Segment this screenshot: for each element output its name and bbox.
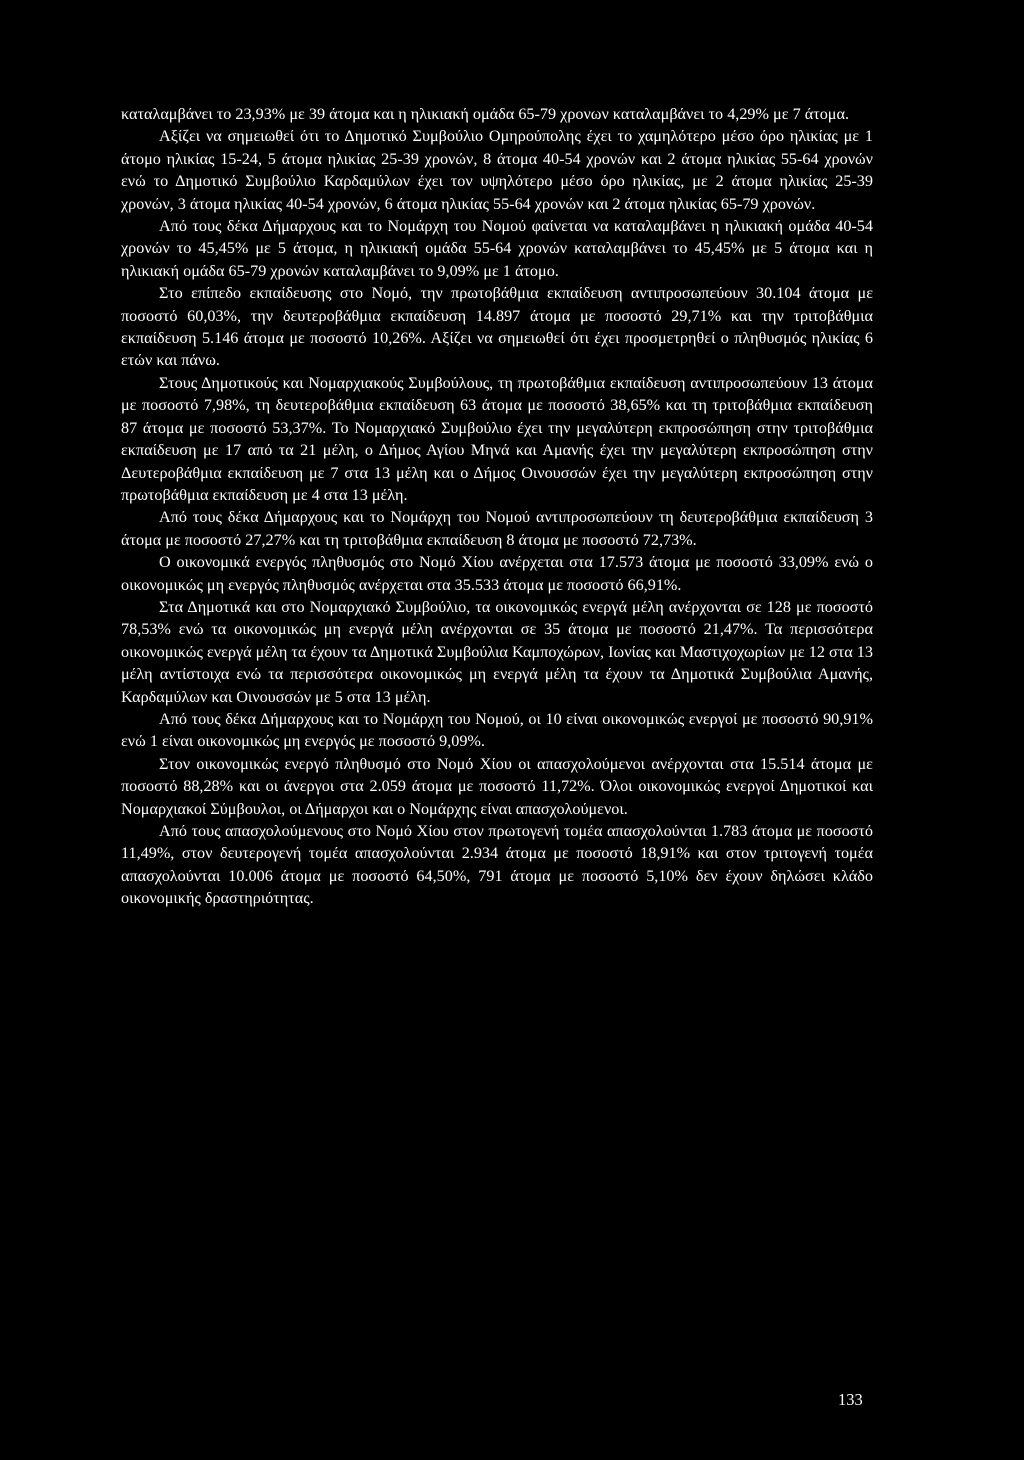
- paragraph-6: Από τους δέκα Δήμαρχους και το Νομάρχη του Νομού αντιπροσωπεύουν τη δευτεροβάθμια εκπαίδευση 3 άτομα με ποσοστό 27,27% και τη τριτοβάθμια εκπαίδευση 8 άτομα με ποσοστό 72,73%.: [121, 508, 873, 549]
- paragraph-7: Ο οικονομικά ενεργός πληθυσμός στο Νομό Χίου ανέρχεται στα 17.573 άτομα με ποσοστό 33,09% ενώ ο οικονομικώς μη ενεργός πληθυσμός ανέρχεται στα 35.533 άτομα με ποσοστό 66,91%.: [121, 553, 873, 594]
- paragraph-11: Από τους απασχολούμενους στο Νομό Χίου στον πρωτογενή τομέα απασχολούνται 1.783 άτομα με ποσοστό 11,49%, στον δευτερογενή τομέα απασχολούνται 2.934 άτομα με ποσοστό 18,91% και στον τριτογενή τομέα απασχολούνται 10.006 άτομα με ποσοστό 64,50%, 791 άτομα με ποσοστό 5,10% δεν έχουν δηλώσει κλάδο οικονομικής δραστηριότητας.: [121, 822, 873, 908]
- paragraph-5: Στους Δημοτικούς και Νομαρχιακούς Συμβούλους, τη πρωτοβάθμια εκπαίδευση αντιπροσωπεύουν 13 άτομα με ποσοστό 7,98%, τη δευτεροβάθμια εκπαίδευση 63 άτομα με ποσοστό 38,65% και τη τριτοβάθμια εκπαίδευση 87 άτομα με ποσοστό 53,37%. Το Νομαρχιακό Συμβούλιο έχει την μεγαλύτερη εκπροσώπηση στην τριτοβάθμια εκπαίδευση με 17 από τα 21 μέλη, ο Δήμος Αγίου Μηνά και Αμανής έχει την μεγαλύτερη εκπροσώπηση στην Δευτεροβάθμια εκπαίδευση με 7 στα 13 μέλη και ο Δήμος Οινουσσών έχει την μεγαλύτερη εκπροσώπηση στην πρωτοβάθμια εκπαίδευση με 4 στα 13 μέλη.: [121, 373, 873, 504]
- paragraph-3: Από τους δέκα Δήμαρχους και το Νομάρχη του Νομού φαίνεται να καταλαμβάνει η ηλικιακή ομάδα 40-54 χρονών το 45,45% με 5 άτομα, η ηλικιακή ομάδα 55-64 χρονών καταλαμβάνει το 45,45% με 5 άτομα και η ηλικιακή ομάδα 65-79 χρονών καταλαμβάνει το 9,09% με 1 άτομο.: [121, 217, 873, 280]
- paragraph-10: Στον οικονομικώς ενεργό πληθυσμό στο Νομό Χίου οι απασχολούμενοι ανέρχονται στα 15.514 άτομα με ποσοστό 88,28% και οι άνεργοι στα 2.059 άτομα με ποσοστό 11,72%. Όλοι οικονομικώς ενεργοί Δημοτικοί και Νομαρχιακοί Σύμβουλοι, οι Δήμαρχοι και ο Νομάρχης είναι απασχολούμενοι.: [121, 754, 873, 818]
- document-body: [121, 103, 873, 910]
- page-number: 133: [838, 1390, 863, 1409]
- paragraph-1: καταλαμβάνει το 23,93% με 39 άτομα και η ηλικιακή ομάδα 65-79 χρονων καταλαμβάνει το 4,29% με 7 άτομα.: [121, 105, 850, 123]
- paragraph-8: Στα Δημοτικά και στο Νομαρχιακό Συμβούλιο, τα οικονομικώς ενεργά μέλη ανέρχονται σε 128 με ποσοστό 78,53% ενώ τα οικονομικώς μη ενεργά μέλη ανέρχονται σε 35 άτομα με ποσοστό 21,47%. Τα περισσότερα οικονομικώς ενεργά μέλη τα έχουν τα Δημοτικά Συμβούλια Καμποχώρων, Ιωνίας και Μαστιχοχωρίων με 12 στα 13 μέλη αντίστοιχα ενώ τα περισσότερα οικονομικώς μη ενεργά μέλη τα έχουν τα Δημοτικά Συμβούλια Αμανής, Καρδαμύλων και Οινουσσών με 5 στα 13 μέλη.: [121, 597, 873, 706]
- paragraph-4: Στο επίπεδο εκπαίδευσης στο Νομό, την πρωτοβάθμια εκπαίδευση αντιπροσωπεύουν 30.104 άτομα με ποσοστό 60,03%, την δευτεροβάθμια εκπαίδευση 14.897 άτομα με ποσοστό 29,71% και την τριτοβάθμια εκπαίδευση 5.146 άτομα με ποσοστό 10,26%. Αξίζει να σημειωθεί ότι έχει προσμετρηθεί ο πληθυσμός ηλικίας 6 ετών και πάνω.: [121, 284, 873, 370]
- paragraph-9: Από τους δέκα Δήμαρχους και το Νομάρχη του Νομού, οι 10 είναι οικονομικώς ενεργοί με ποσοστό 90,91% ενώ 1 είναι οικονομικώς μη ενεργός με ποσοστό 9,09%.: [121, 709, 873, 751]
- paragraph-2: Αξίζει να σημειωθεί ότι το Δημοτικό Συμβούλιο Ομηρούπολης έχει το χαμηλότερο μέσο όρο ηλικίας με 1 άτομο ηλικίας 15-24, 5 άτομα ηλικίας 25-39 χρονών, 8 άτομα 40-54 χρονών και 2 άτομα ηλικίας 55-64 χρονών ενώ το Δημοτικό Συμβούλιο Καρδαμύλων έχει τον υψηλότερο μέσο όρο ηλικίας, με 2 άτομα ηλικίας 25-39 χρονών, 3 άτομα ηλικίας 40-54 χρονών, 6 άτομα ηλικίας 55-64 χρονών και 2 άτομα ηλικίας 65-79 χρονών.: [121, 127, 873, 213]
